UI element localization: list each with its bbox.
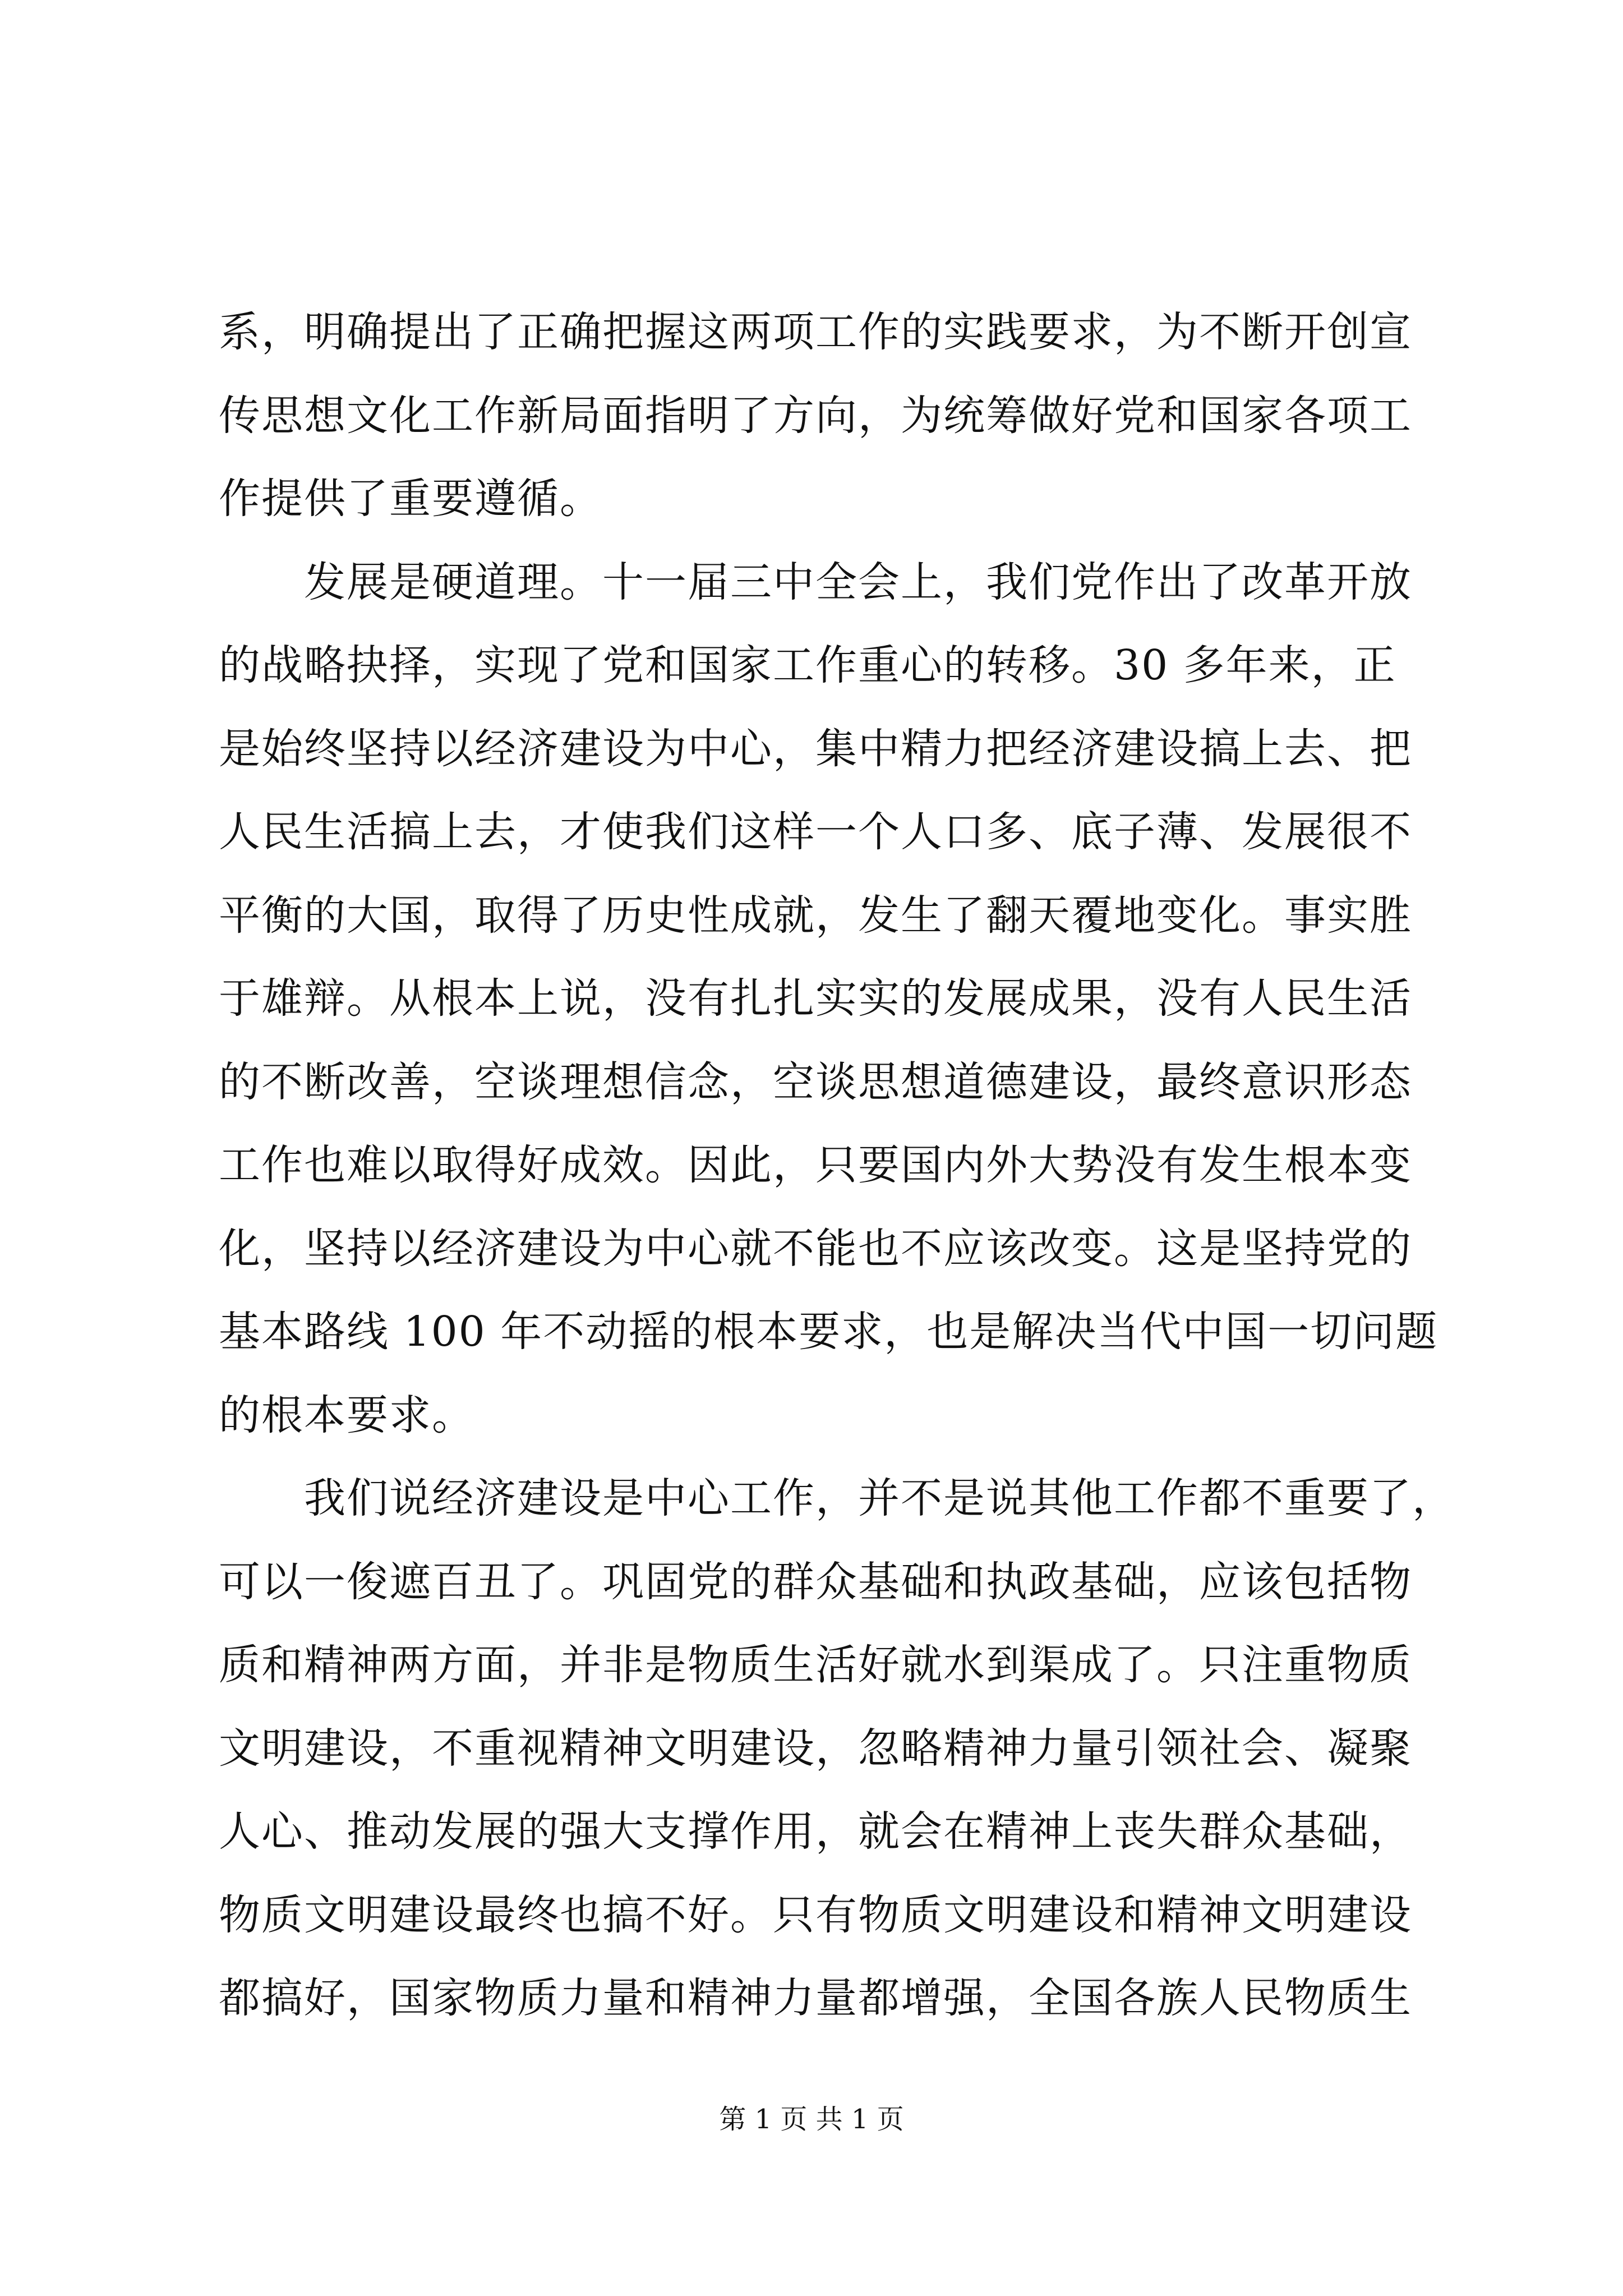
text-line: 的根本要求。 [219, 1391, 474, 1439]
document-body [219, 291, 1455, 2040]
text-line: 平衡的大国，取得了历史性成就，发生了翻天覆地变化。事实胜 [219, 891, 1412, 940]
text-line: 我们说经济建设是中心工作，并不是说其他工作都不重要了， [219, 1474, 1455, 1522]
text-line: 发展是硬道理。十一届三中全会上，我们党作出了改革开放 [219, 558, 1412, 606]
text-line: 物质文明建设最终也搞不好。只有物质文明建设和精神文明建设 [219, 1890, 1412, 1939]
text-line: 的战略抉择，实现了党和国家工作重心的转移。30 多年来，正 [219, 641, 1396, 689]
text-line: 工作也难以取得好成效。因此，只要国内外大势没有发生根本变 [219, 1141, 1412, 1189]
text-line: 的不断改善，空谈理想信念，空谈思想道德建设，最终意识形态 [219, 1057, 1412, 1106]
text-line: 作提供了重要遵循。 [219, 475, 602, 523]
text-line: 人心、推动发展的强大支撑作用，就会在精神上丧失群众基础， [219, 1807, 1412, 1856]
text-line: 基本路线 100 年不动摇的根本要求，也是解决当代中国一切问题 [219, 1308, 1438, 1356]
text-line: 人民生活搞上去，才使我们这样一个人口多、底子薄、发展很不 [219, 808, 1412, 856]
text-line: 化，坚持以经济建设为中心就不能也不应该改变。这是坚持党的 [219, 1224, 1412, 1273]
text-line: 都搞好，国家物质力量和精神力量都增强，全国各族人民物质生 [219, 1974, 1412, 2022]
text-line: 于雄辩。从根本上说，没有扎扎实实的发展成果，没有人民生活 [219, 974, 1412, 1023]
text-line: 文明建设，不重视精神文明建设，忽略精神力量引领社会、凝聚 [219, 1724, 1412, 1773]
text-line: 传思想文化工作新局面指明了方向，为统筹做好党和国家各项工 [219, 391, 1412, 440]
text-line: 可以一俊遮百丑了。巩固党的群众基础和执政基础，应该包括物 [219, 1557, 1412, 1606]
text-line: 是始终坚持以经济建设为中心，集中精力把经济建设搞上去、把 [219, 724, 1412, 773]
text-line: 系，明确提出了正确把握这两项工作的实践要求，为不断开创宣 [219, 308, 1412, 356]
page-number-footer: 第 1 页 共 1 页 [719, 2104, 904, 2135]
text-line: 质和精神两方面，并非是物质生活好就水到渠成了。只注重物质 [219, 1641, 1412, 1689]
